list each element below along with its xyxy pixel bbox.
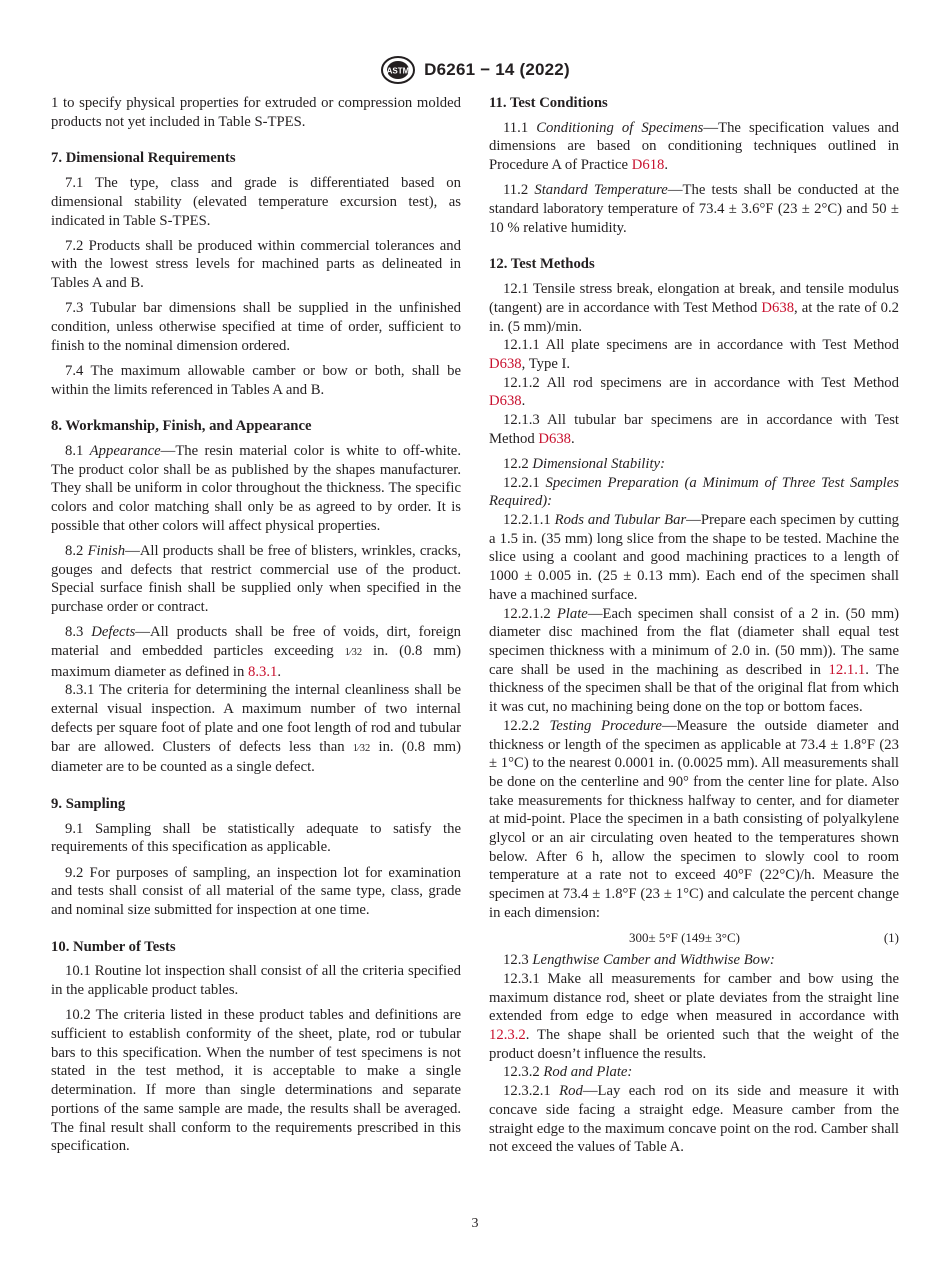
para-7-2: 7.2 Products shall be produced within commercial tolerances and with the lowest stress levels for machined parts as delineated in Tables A and B.: [51, 237, 461, 292]
para-8-1: 8.1 Appearance—The resin material color is white to off-white. The product color shall be as published by the shapes manufacturer. They shall be uniform in color throughout the thickness. The specific colors and color matching shall only be as agreed to by order. It is possible that other colors will affect physical properties.: [51, 443, 462, 534]
term-testing-procedure: Testing Procedure: [549, 717, 662, 734]
para-7-4: 7.4 The maximum allowable camber or bow or both, shall be within the limits referenced in Tables A and B.: [51, 362, 461, 398]
page-header: [0, 55, 950, 85]
section-12-title: 12. Test Methods: [489, 256, 595, 273]
left-column: [51, 94, 461, 1156]
para-12-1-2: 12.1.2 All rod specimens are in accordance with Test Method D638.: [489, 374, 899, 410]
term-rod-and-plate: Rod and Plate:: [543, 1064, 633, 1081]
right-column: [489, 94, 899, 1157]
para-12-1-1: 12.1.1 All plate specimens are in accordance with Test Method D638, Type I.: [489, 337, 899, 372]
intro-paragraph: 1 to specify physical properties for extruded or compression molded products not yet included in Table S-TPES.: [51, 95, 461, 130]
para-12-3-2: 12.3.2 Rod and Plate:: [503, 1064, 633, 1081]
para-9-1: 9.1 Sampling shall be statistically adequate to satisfy the requirements of this specification as applicable.: [51, 820, 461, 856]
para-12-2-1-1: 12.2.1.1 Rods and Tubular Bar—Prepare each specimen by cutting a 1.5 in. (35 mm) long slice from the shape to be tested. Machine the slice using a coolant and good machining practices to a length of 1000 ± 0.005 in. (25 ± 0.13 mm). Each end of the specimen shall have a machined surface.: [489, 512, 900, 603]
page-number: 3: [471, 1216, 479, 1231]
para-12-2-2: 12.2.2 Testing Procedure—Measure the outside diameter and thickness or length of the specimen as applicable at 73.4 ± 1.8°F (23 ± 1°C) to the nearest 0.0001 in. (0.0025 mm). All measurements shall be done on the centerline and 90° from the center line for plate. Also take measurements for thickness halfway to center, and for diameter at mid-point. Place the specimen in a bath consisting of polyalkylene glycol or an air circulating oven heated to the temperatures shown below. After 6 h, allow the specimen to slowly cool to room temperature at a rate not to exceed 40°F (22°C)/h. Measure the specimen at 73.4 ± 1.8°F (23 ± 1°C) and calculate the percent change in each dimension:: [489, 717, 899, 921]
term-conditioning: Conditioning of Specimens: [536, 119, 704, 136]
link-d638[interactable]: D638: [489, 355, 522, 372]
term-standard-temperature: Standard Temperature: [534, 182, 668, 199]
equation-expression: 300± 5°F (149± 3°C): [629, 929, 740, 945]
para-11-1: 11.1 Conditioning of Specimens—The specification values and dimensions are based on conditioning techniques outlined in Procedure A of Practice D618.: [489, 119, 899, 174]
equation-1: [489, 929, 899, 948]
astm-logo-icon: [380, 55, 416, 85]
section-9-title: 9. Sampling: [51, 796, 126, 812]
term-specimen-preparation: Specimen Preparation (a Minimum of Three Test Samples Required):: [489, 474, 899, 510]
para-12-2-1-2: 12.2.1.2 Plate—Each specimen shall consist of a 2 in. (50 mm) diameter disc machined from the flat (diameter shall equal test specimen thickness with a minimum of 2.0 in. (50 mm)). The same care shall be used in the machining as described in 12.1.1. The thickness of the specimen shall be that of the original flat from which it was cut, no machining being done on the top or bottom faces.: [489, 605, 900, 716]
term-rod: Rod: [559, 1083, 583, 1100]
fraction: 1⁄32: [344, 647, 363, 659]
term-finish: Finish: [87, 543, 126, 560]
section-8-title: 8. Workmanship, Finish, and Appearance: [51, 418, 312, 435]
para-12-3-1: 12.3.1 Make all measurements for camber and bow using the maximum distance rod, sheet or plate deviates from the straight line extended from edge to edge when measured in accordance with 12.3.2. The shape shall be oriented such that the weight of the product doesn’t influence the results.: [489, 970, 899, 1062]
para-12-2-1: 12.2.1 Specimen Preparation (a Minimum of Three Test Samples Required):: [489, 474, 899, 510]
section-11-title: 11. Test Conditions: [489, 95, 608, 111]
term-rods-tubular-bar: Rods and Tubular Bar: [554, 512, 687, 529]
para-8-2: 8.2 Finish—All products shall be free of blisters, wrinkles, cracks, gouges and defects that restrict commercial use of the product. Special surface finish shall be supplied only when specified in the purchase order or contract.: [51, 543, 462, 616]
fraction: 1⁄32: [352, 742, 371, 754]
para-12-2: 12.2 Dimensional Stability:: [503, 455, 665, 472]
para-10-1: 10.1 Routine lot inspection shall consist of all the criteria specified in the applicable product tables.: [51, 963, 461, 999]
para-10-2: 10.2 The criteria listed in these product tables and definitions are sufficient to establish conformity of the sheet, plate, rod or tubular bars to this specification. When the number of test specimens is not stated in the test method, it is acceptable to make a single determination. If more than single determinations and separate portions of the same sample are made, the results shall be averaged. The final result shall conform to the requirements prescribed in this specification.: [51, 1007, 461, 1155]
link-d638[interactable]: D638: [761, 299, 795, 316]
link-12-3-2[interactable]: 12.3.2: [489, 1027, 526, 1044]
para-12-3-2-1: 12.3.2.1 Rod—Lay each rod on its side and measure it with concave side facing a straight edge. Measure camber from the straight edge to the maximum concave point on the rod. Camber shall not exceed the values of Table A.: [489, 1083, 900, 1156]
para-8-3: 8.3 Defects—All products shall be free of voids, dirt, foreign material and embedded particles exceeding 1⁄32 in. (0.8 mm) maximum diameter as defined in 8.3.1.: [51, 624, 461, 680]
term-camber-bow: Lengthwise Camber and Widthwise Bow:: [532, 952, 775, 969]
para-12-1-3: 12.1.3 All tubular bar specimens are in accordance with Test Method D638.: [489, 412, 899, 447]
para-12-3: 12.3 Lengthwise Camber and Widthwise Bow:: [503, 952, 775, 969]
para-11-2: 11.2 Standard Temperature—The tests shall be conducted at the standard laboratory temperature of 73.4 ± 3.6°F (23 ± 2°C) and 50 ± 10 % relative humidity.: [489, 182, 899, 236]
link-d638[interactable]: D638: [538, 430, 572, 447]
equation-number: (1): [883, 929, 899, 945]
section-7-title: 7. Dimensional Requirements: [51, 150, 236, 167]
link-8-3-1[interactable]: 8.3.1: [248, 663, 278, 680]
para-7-1: 7.1 The type, class and grade is differentiated based on dimensional stability (elevated temperature excursion test), as indicated in Table S-TPES.: [51, 175, 461, 229]
para-7-3: 7.3 Tubular bar dimensions shall be supplied in the unfinished condition, unless otherwise specified at time of order, sufficient to finish to the nominal dimension ordered.: [51, 300, 461, 354]
term-defects: Defects: [91, 624, 136, 641]
term-dimensional-stability: Dimensional Stability:: [532, 455, 665, 472]
link-d638[interactable]: D638: [489, 393, 522, 410]
astm-logo-text: ASTM: [386, 66, 410, 76]
link-12-1-1[interactable]: 12.1.1: [828, 661, 866, 678]
term-appearance: Appearance: [89, 443, 161, 460]
link-d618[interactable]: D618: [631, 157, 665, 174]
para-12-1: 12.1 Tensile stress break, elongation at break, and tensile modulus (tangent) are in accordance with Test Method D638, at the rate of 0.2 in. (5 mm)/min.: [489, 281, 900, 335]
term-plate: Plate: [556, 605, 588, 622]
para-9-2: 9.2 For purposes of sampling, an inspection lot for examination and tests shall consist of all material of the same type, class, grade and nominal size submitted for inspection at one time.: [51, 864, 461, 919]
document-designation: D6261 − 14 (2022): [424, 60, 570, 79]
section-10-title: 10. Number of Tests: [51, 938, 176, 955]
para-8-3-1: 8.3.1 The criteria for determining the internal cleanliness shall be external visual inspection. A maximum number of two internal defects per square foot of plate and one foot length of rod and tubular bar are allowed. Clusters of defects less than 1⁄32 in. (0.8 mm) diameter are to be counted as a single defect.: [51, 682, 461, 776]
